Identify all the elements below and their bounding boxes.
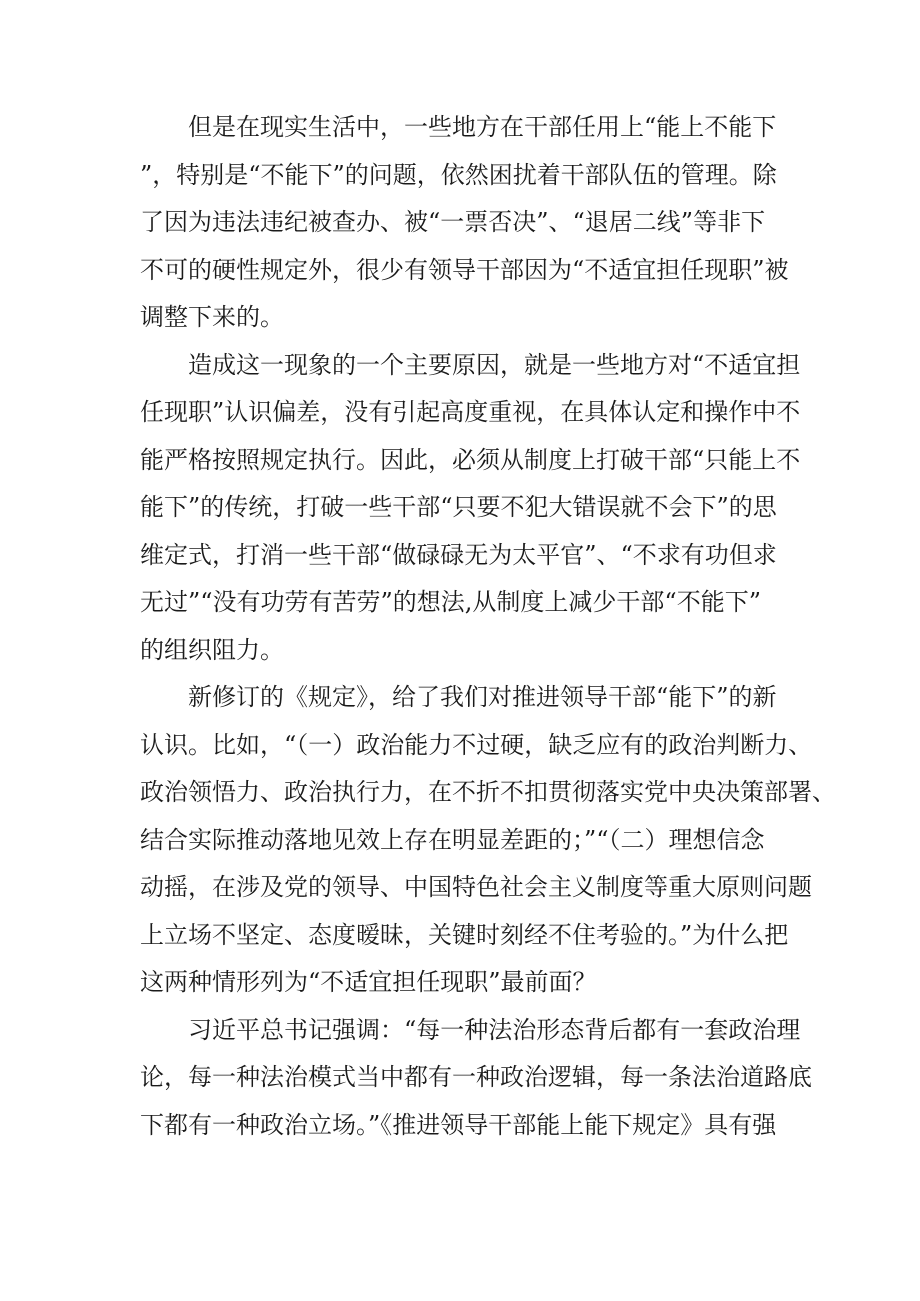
text-line: 无过”“没有功劳有苦劳”的想法,从制度上减少干部“不能下” bbox=[140, 588, 761, 616]
text-line: 结合实际推动落地见效上存在明显差距的；”“（二）理想信念 bbox=[140, 825, 765, 854]
text-line: 论，每一种法治模式当中都有一种政治逻辑，每一条法治道路底 bbox=[140, 1063, 812, 1091]
text-line: 新修订的《规定》，给了我们对推进领导干部“能下”的新 bbox=[188, 683, 777, 711]
text-line: 能下”的传统，打破一些干部“只要不犯大错误就不会下”的思 bbox=[140, 493, 777, 521]
text-line: 动摇，在涉及党的领导、中国特色社会主义制度等重大原则问题 bbox=[140, 873, 812, 901]
text-line: 造成这一现象的一个主要原因，就是一些地方对“不适宜担 bbox=[188, 350, 801, 379]
text-line: 政治领悟力、政治执行力，在不折不扣贯彻落实党中央决策部署、 bbox=[140, 778, 836, 806]
text-line: 任现职”认识偏差，没有引起高度重视，在具体认定和操作中不 bbox=[140, 398, 801, 426]
text-line: 不可的硬性规定外，很少有领导干部因为“不适宜担任现职”被 bbox=[140, 255, 789, 284]
text-line: 维定式，打消一些干部“做碌碌无为太平官”、“不求有功但求 bbox=[140, 540, 777, 569]
text-line: 这两种情形列为“不适宜担任现职”最前面？ bbox=[140, 968, 597, 996]
text-line: 但是在现实生活中，一些地方在干部任用上“能上不能下 bbox=[188, 113, 777, 141]
text-line: 习近平总书记强调：“每一种法治形态背后都有一套政治理 bbox=[188, 1015, 801, 1044]
text-line: 上立场不坚定、态度暧昧，关键时刻经不住考验的。”为什么把 bbox=[140, 920, 789, 949]
text-line: ”，特别是“不能下”的问题，依然困扰着干部队伍的管理。除 bbox=[140, 160, 777, 189]
text-line: 了因为违法违纪被查办、被“一票否决”、“退居二线”等非下 bbox=[140, 208, 766, 236]
text-line: 的组织阻力。 bbox=[140, 635, 284, 664]
text-line: 下都有一种政治立场。”《推进领导干部能上能下规定》具有强 bbox=[140, 1110, 777, 1139]
text-line: 能严格按照规定执行。因此，必须从制度上打破干部“只能上不 bbox=[140, 445, 801, 474]
text-line: 认识。比如，“（一）政治能力不过硬，缺乏应有的政治判断力、 bbox=[140, 730, 813, 759]
document-body bbox=[140, 104, 836, 1149]
text-line: 调整下来的。 bbox=[140, 303, 284, 331]
